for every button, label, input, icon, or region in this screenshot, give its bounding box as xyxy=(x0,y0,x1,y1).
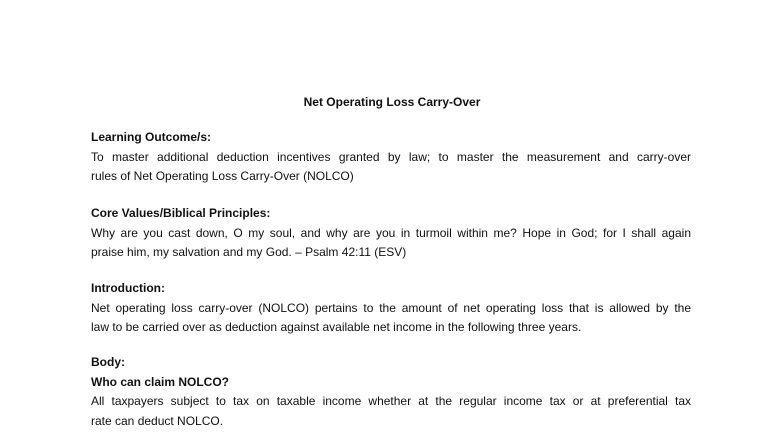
introduction-heading: Introduction: xyxy=(91,281,165,295)
body-text-line-1: All taxpayers subject to tax on taxable income whether at the regular income tax or at preferential tax xyxy=(91,394,691,408)
body-section xyxy=(91,353,691,431)
body-heading: Body: xyxy=(91,355,125,369)
introduction-section xyxy=(91,279,691,338)
core-values-text-line-1: Why are you cast down, O my soul, and why are you in turmoil within me? Hope in God; for I shall again xyxy=(91,225,691,240)
learning-outcomes-text-line-1: To master additional deduction incentives granted by law; to master the measurement and carry-over xyxy=(91,149,691,164)
core-values-text-line-2: praise him, my salvation and my God. – Psalm 42:11 (ESV) xyxy=(91,245,407,259)
body-subheading: Who can claim NOLCO? xyxy=(91,374,230,389)
core-values-section xyxy=(91,204,691,263)
body-text-line-2: rate can deduct NOLCO. xyxy=(91,413,224,428)
learning-outcomes-heading: Learning Outcome/s: xyxy=(91,130,212,144)
introduction-text-line-1: Net operating loss carry-over (NOLCO) pertains to the amount of net operating loss that is allowed by the xyxy=(91,300,691,315)
introduction-text-line-2: law to be carried over as deduction against available net income in the following three years. xyxy=(91,320,582,334)
core-values-heading: Core Values/Biblical Principles: xyxy=(91,206,271,220)
learning-outcomes-section xyxy=(91,128,691,187)
learning-outcomes-text-line-2: rules of Net Operating Loss Carry-Over (NOLCO) xyxy=(91,169,354,183)
document-title: Net Operating Loss Carry-Over xyxy=(303,95,481,109)
